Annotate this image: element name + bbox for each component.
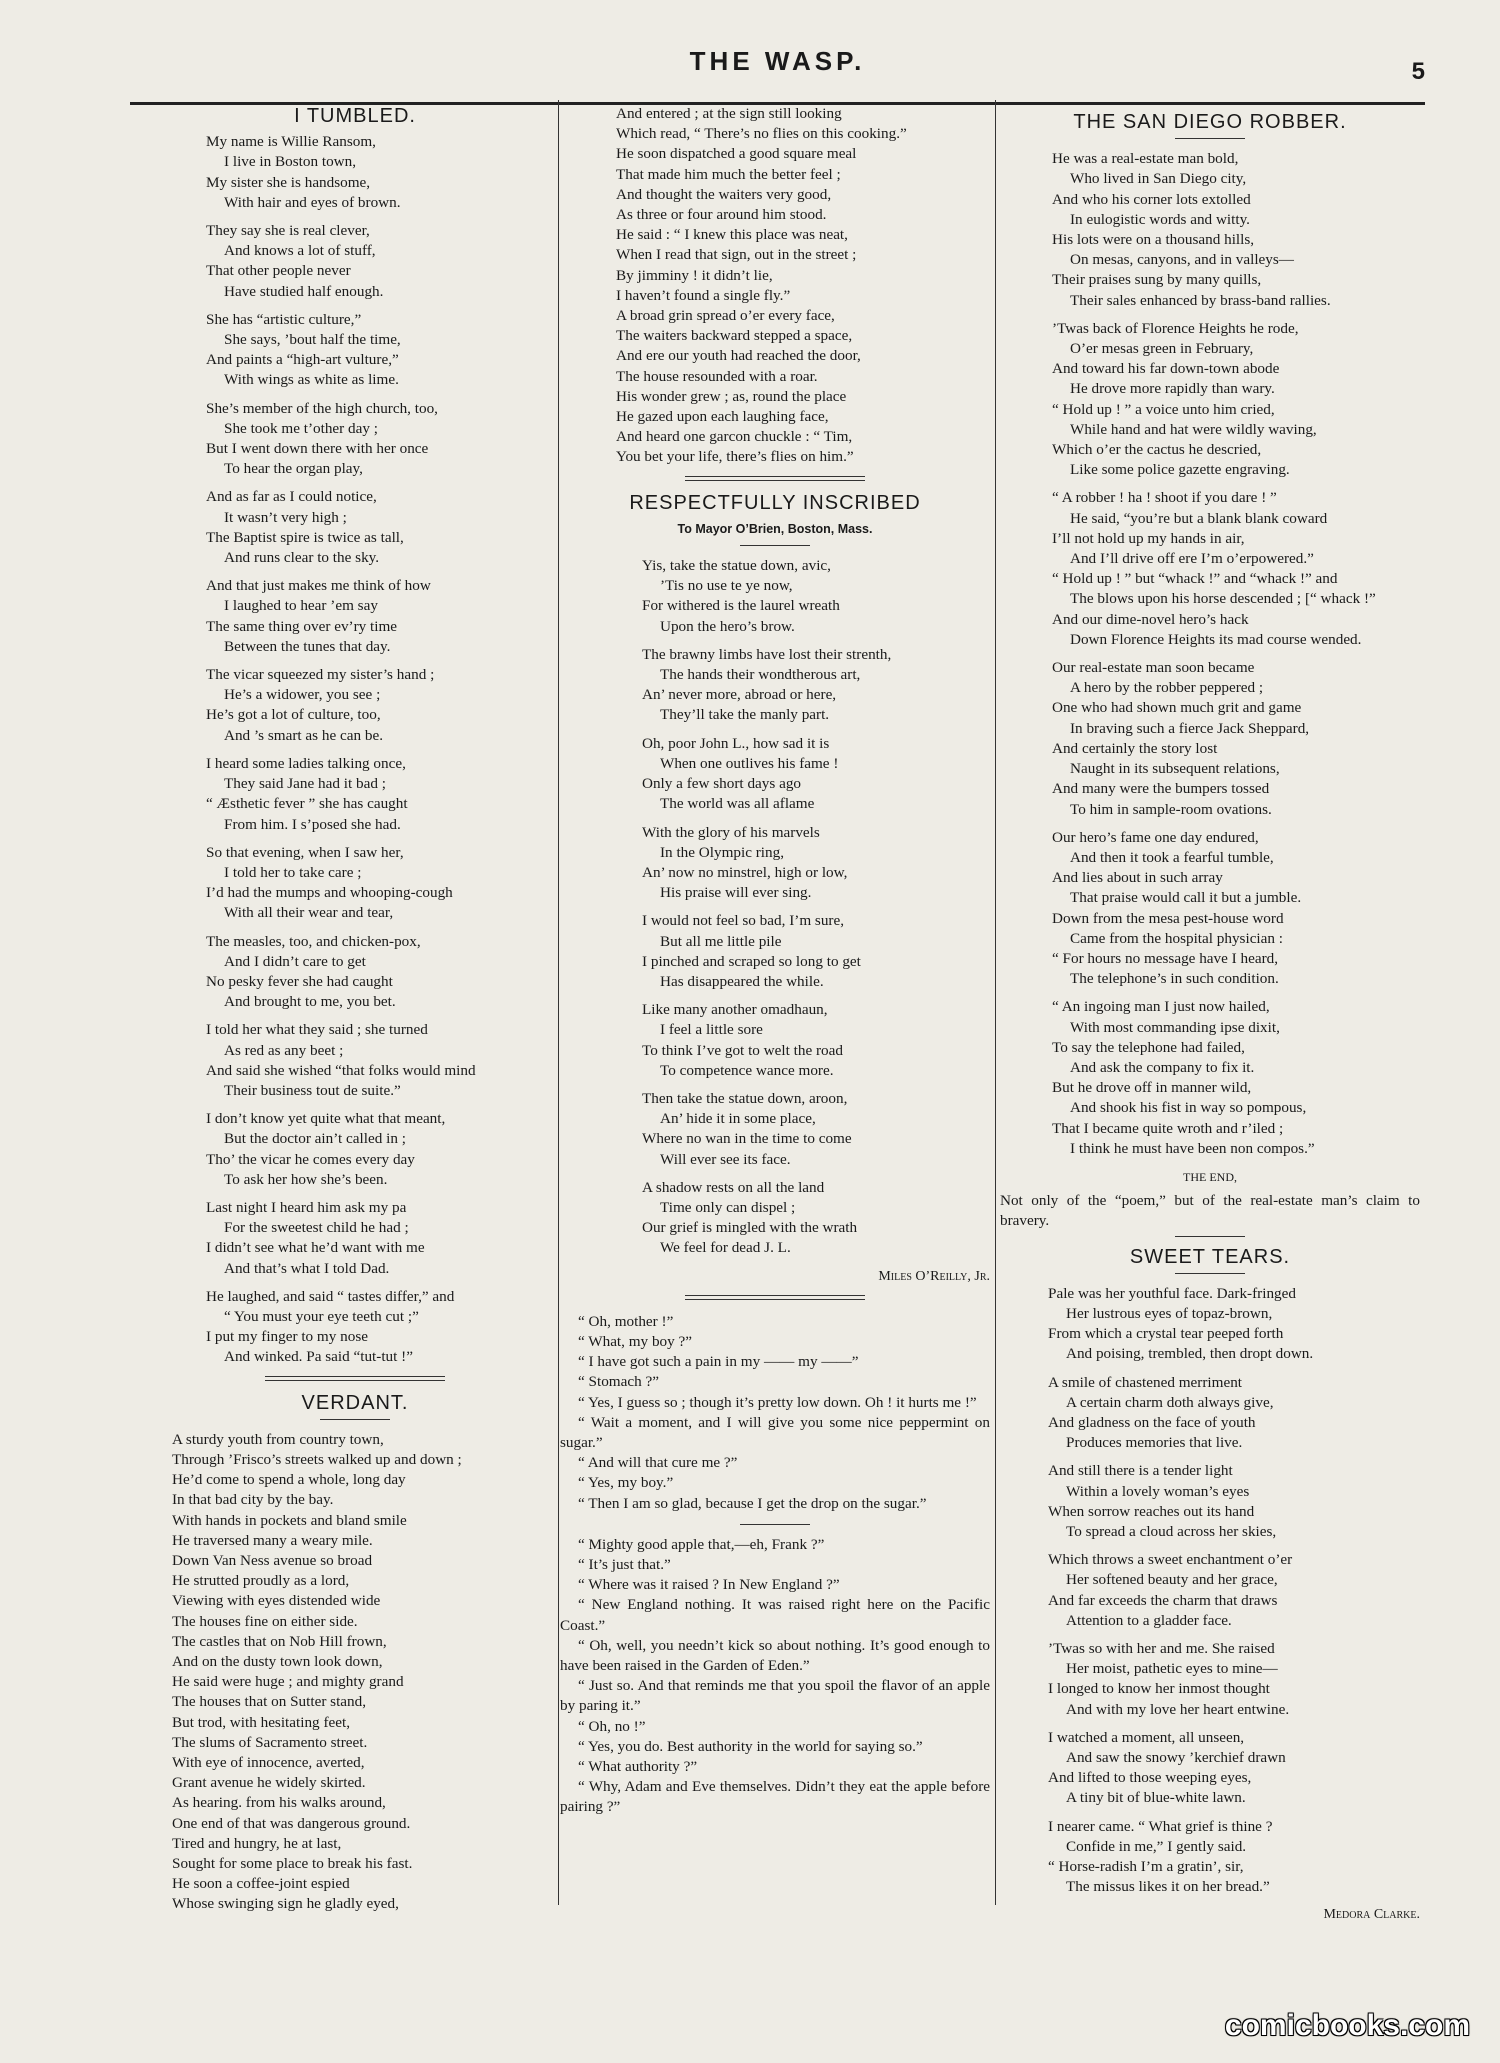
stanza <box>206 487 560 568</box>
verse-line: ’Tis no use te ye now, <box>660 577 793 595</box>
verse-line: She took me t’other day ; <box>224 419 378 437</box>
verse-line: Down Van Ness avenue so broad <box>172 1552 373 1569</box>
verse-line: I’d had the mumps and whooping-cough <box>206 884 453 902</box>
verse-line: Attention to a gladder face. <box>1066 1611 1232 1629</box>
column-divider-2 <box>995 100 996 1905</box>
verse-line: “ An ingoing man I just now hailed, <box>1052 998 1270 1016</box>
dialogue-apple <box>560 1535 990 1818</box>
dialogue-line: “ Oh, well, you needn’t kick so about nothing. It’s good enough to have been raised in the Garden of Eden.” <box>560 1636 990 1675</box>
verse-line: That made him much the better feel ; <box>616 165 841 183</box>
masthead <box>130 42 1425 102</box>
stanza <box>1048 1639 1420 1720</box>
stanza <box>206 1020 560 1101</box>
verse-line: Last night I heard him ask my pa <box>206 1198 407 1216</box>
page-number: 5 <box>1411 58 1425 85</box>
stanza <box>1052 828 1420 990</box>
poem-end-mark: THE END, <box>1183 1169 1237 1184</box>
verse-line: To say the telephone had failed, <box>1052 1038 1245 1056</box>
verse-line: In braving such a fierce Jack Sheppard, <box>1070 719 1310 737</box>
verse-line: And I didn’t care to get <box>224 952 366 970</box>
verse-line: Which throws a sweet enchantment o’er <box>1048 1551 1293 1569</box>
verse-line: I told her what they said ; she turned <box>206 1021 428 1039</box>
dialogue-line: “ Where was it raised ? In New England ?” <box>578 1576 840 1594</box>
stanza <box>206 1198 560 1279</box>
stanza <box>206 310 560 391</box>
verse-line: We feel for dead J. L. <box>660 1239 791 1257</box>
verse-line: He laughed, and said “ tastes differ,” and <box>206 1287 455 1305</box>
verse-line: From him. I s’posed she had. <box>224 815 401 833</box>
verse-line: And many were the bumpers tossed <box>1052 780 1270 798</box>
poem-signature: Miles O’Reilly, Jr. <box>878 1268 990 1284</box>
section-divider <box>740 1524 810 1525</box>
verse-line: He said were huge ; and mighty grand <box>172 1673 404 1691</box>
dialogue-line: “ Then I am so glad, because I get the drop on the sugar.” <box>578 1494 927 1512</box>
verse-line: Came from the hospital physician : <box>1070 929 1284 947</box>
verse-line: My name is Willie Ransom, <box>206 133 376 151</box>
poem-title-tears: SWEET TEARS. <box>1129 1245 1291 1268</box>
verse-line: A certain charm doth always give, <box>1066 1393 1274 1411</box>
verse-line: With eye of innocence, averted, <box>172 1754 365 1772</box>
verse-line: They’ll take the manly part. <box>660 706 830 724</box>
verse-line: And I’ll drive off ere I’m o’erpowered.” <box>1070 550 1314 568</box>
verse-line: Their business tout de suite.” <box>224 1081 401 1099</box>
verse-line: So that evening, when I saw her, <box>206 843 404 861</box>
verse-line: The missus likes it on her bread.” <box>1066 1878 1270 1896</box>
verse-line: I’ll not hold up my hands in air, <box>1052 529 1245 547</box>
stanza <box>642 1178 990 1259</box>
verse-line: Her softened beauty and her grace, <box>1066 1571 1278 1589</box>
dialogue-line: “ Yes, my boy.” <box>578 1474 674 1492</box>
verse-line: But the doctor ain’t called in ; <box>224 1130 406 1148</box>
verse-line: I nearer came. “ What grief is thine ? <box>1048 1817 1273 1835</box>
verse-line: The measles, too, and chicken-pox, <box>206 932 421 950</box>
verse-line: He’d come to spend a whole, long day <box>172 1471 406 1489</box>
verse-line: With most commanding ipse dixit, <box>1070 1018 1280 1036</box>
stanza <box>206 1287 560 1368</box>
poem-signature: Medora Clarke. <box>1323 1907 1420 1923</box>
dialogue-line: “ Mighty good apple that,—eh, Frank ?” <box>578 1535 825 1553</box>
verse-line: While hand and hat were wildly waving, <box>1070 420 1317 438</box>
verse-line: The Baptist spire is twice as tall, <box>206 528 404 546</box>
dialogue-line: “ What, my boy ?” <box>578 1332 693 1350</box>
verse-line: With hair and eyes of brown. <box>224 193 401 211</box>
verse-line: And our dime-novel hero’s hack <box>1052 610 1249 628</box>
verse-line: She has “artistic culture,” <box>206 310 362 328</box>
newspaper-title: THE WASP. <box>689 46 866 76</box>
verse-line: To ask her how she’s been. <box>224 1170 388 1188</box>
stanza <box>206 665 560 746</box>
verse-line: His wonder grew ; as, round the place <box>616 387 847 405</box>
verse-line: “ Æsthetic fever ” she has caught <box>206 795 408 813</box>
stanza <box>1048 1373 1420 1454</box>
verse-line: An’ never more, abroad or here, <box>642 686 837 704</box>
verse-line: An’ hide it in some place, <box>660 1110 816 1128</box>
verse-line: And who his corner lots extolled <box>1052 190 1251 208</box>
editorial-note: Not only of the “poem,” but of the real-estate man’s claim to bravery. <box>1000 1192 1420 1230</box>
verse-line: As red as any beet ; <box>224 1041 344 1059</box>
stanza <box>642 645 990 726</box>
stanza <box>642 1089 990 1170</box>
verse-line: Down from the mesa pest-house word <box>1052 909 1284 927</box>
verse-line: A broad grin spread o’er every face, <box>616 307 835 325</box>
stanza <box>206 754 560 835</box>
verse-line: O’er mesas green in February, <box>1070 340 1254 358</box>
verse-line: Her lustrous eyes of topaz-brown, <box>1066 1304 1273 1322</box>
verse-line: And toward his far down-town abode <box>1052 360 1280 378</box>
verse-line: I put my finger to my nose <box>206 1328 368 1346</box>
verse-line: And said she wished “that folks would mind <box>206 1061 476 1079</box>
verse-line: And runs clear to the sky. <box>224 549 380 567</box>
verse-line: I heard some ladies talking once, <box>206 754 406 772</box>
verse-line: As three or four around him stood. <box>616 206 827 224</box>
verse-line: Viewing with eyes distended wide <box>172 1592 381 1610</box>
title-underline <box>320 1419 390 1420</box>
verse-line: And brought to me, you bet. <box>224 993 396 1011</box>
verse-line: But trod, with hesitating feet, <box>172 1713 351 1731</box>
verse-line: The slums of Sacramento street. <box>172 1733 368 1751</box>
verse-line: The vicar squeezed my sister’s hand ; <box>206 666 435 684</box>
verse-line: And far exceeds the charm that draws <box>1048 1591 1278 1609</box>
verse-line: I didn’t see what he’d want with me <box>206 1239 425 1257</box>
verse-line: He soon dispatched a good square meal <box>616 145 857 163</box>
verse-line: And still there is a tender light <box>1048 1462 1233 1480</box>
section-divider <box>1175 1236 1245 1237</box>
verse-line: No pesky fever she had caught <box>206 972 393 990</box>
dialogue-line: “ Yes, you do. Best authority in the world for saying so.” <box>578 1737 923 1755</box>
verse-line: And ’s smart as he can be. <box>224 726 384 744</box>
stanza <box>1048 1550 1420 1631</box>
verse-line: Grant avenue he widely skirted. <box>172 1774 366 1792</box>
verse-line: The brawny limbs have lost their strenth, <box>642 645 892 663</box>
poem-tumbled <box>150 132 560 1367</box>
stanza <box>1052 997 1420 1159</box>
title-underline <box>740 545 810 546</box>
dialogue-line: “ I have got such a pain in my —— my ——” <box>578 1353 859 1371</box>
dialogue-line: “ Wait a moment, and I will give you some nice peppermint on sugar.” <box>560 1413 990 1451</box>
verse-line: “ You must your eye teeth cut ;” <box>224 1307 419 1325</box>
stanza <box>206 399 560 480</box>
verse-line: “ Horse-radish I’m a gratin’, sir, <box>1048 1858 1244 1876</box>
verse-line: In eulogistic words and witty. <box>1070 210 1250 228</box>
verse-line: One who had shown much grit and game <box>1052 699 1302 717</box>
verse-line: Who lived in San Diego city, <box>1070 170 1247 188</box>
verse-line: The telephone’s in such condition. <box>1070 970 1279 988</box>
dialogue-line: “ Why, Adam and Eve themselves. Didn’t they eat the apple before pairing ?” <box>560 1778 990 1816</box>
verse-line: To think I’ve got to welt the road <box>642 1041 843 1059</box>
verse-line: That praise would call it but a jumble. <box>1070 889 1302 907</box>
verse-line: She’s member of the high church, too, <box>206 399 438 417</box>
stanza <box>642 1000 990 1081</box>
verse-line: The waiters backward stepped a space, <box>616 327 853 345</box>
verse-line: And certainly the story lost <box>1052 739 1218 757</box>
verse-line: I don’t know yet quite what that meant, <box>206 1110 446 1128</box>
verse-line: He gazed upon each laughing face, <box>616 408 829 426</box>
verse-line: And with my love her heart entwine. <box>1066 1700 1290 1718</box>
verse-line: One end of that was dangerous ground. <box>172 1814 411 1832</box>
title-underline <box>1175 1273 1245 1274</box>
verse-line: It wasn’t very high ; <box>224 508 347 526</box>
verse-line: He’s a widower, you see ; <box>224 686 381 704</box>
verse-line: As hearing. from his walks around, <box>172 1794 386 1812</box>
verse-line: With hands in pockets and bland smile <box>172 1511 407 1529</box>
verse-line: Pale was her youthful face. Dark-fringed <box>1048 1284 1296 1302</box>
verse-line: Tired and hungry, he at last, <box>172 1834 342 1852</box>
verse-line: And lifted to those weeping eyes, <box>1048 1769 1252 1787</box>
verse-line: A shadow rests on all the land <box>642 1178 825 1196</box>
verse-line: Naught in its subsequent relations, <box>1070 760 1280 778</box>
verse-line: On mesas, canyons, and in valleys— <box>1070 251 1294 269</box>
column-1 <box>150 104 560 1915</box>
stanza <box>1052 488 1420 650</box>
verse-line: And heard one garcon chuckle : “ Tim, <box>616 428 853 446</box>
verse-line: Their sales enhanced by brass-band rallies. <box>1070 291 1331 309</box>
verse-line: And gladness on the face of youth <box>1048 1413 1256 1431</box>
verse-line: He traversed many a weary mile. <box>172 1531 373 1549</box>
verse-line: Whose swinging sign he gladly eyed, <box>172 1895 399 1913</box>
poem-title-tumbled: I TUMBLED. <box>294 105 416 127</box>
stanza <box>642 734 990 815</box>
verse-line: For withered is the laurel wreath <box>642 597 840 615</box>
stanza <box>206 132 560 213</box>
verse-line: And on the dusty town look down, <box>172 1653 383 1671</box>
stanza <box>206 221 560 302</box>
verse-line: Like some police gazette engraving. <box>1070 461 1290 479</box>
dialogue-line: “ Just so. And that reminds me that you spoil the flavor of an apple by paring it.” <box>560 1677 990 1715</box>
verse-line: And entered ; at the sign still looking <box>616 105 842 122</box>
verse-line: The house resounded with a roar. <box>616 367 818 385</box>
verse-line: And winked. Pa said “tut-tut !” <box>224 1348 413 1366</box>
verse-line: Has disappeared the while. <box>660 972 824 990</box>
verse-line: An’ now no minstrel, high or low, <box>642 863 848 881</box>
verse-line: Oh, poor John L., how sad it is <box>642 734 830 752</box>
verse-line: And ere our youth had reached the door, <box>616 347 861 365</box>
verse-line: The hands their wondtherous art, <box>660 666 861 684</box>
verse-line: The blows upon his horse descended ; [“ whack !” <box>1070 590 1376 608</box>
poem-verdant-continued <box>560 104 990 468</box>
verse-line: Confide in me,” I gently said. <box>1066 1837 1247 1855</box>
verse-line: I think he must have been non compos.” <box>1070 1139 1315 1157</box>
dialogue-line: “ It’s just that.” <box>578 1556 671 1573</box>
poem-verdant <box>150 1430 560 1915</box>
verse-line: “ For hours no message have I heard, <box>1052 949 1279 967</box>
dialogue-line: “ Stomach ?” <box>578 1373 659 1391</box>
verse-line: Between the tunes that day. <box>224 637 391 655</box>
stanza <box>1048 1284 1420 1365</box>
poem-title-inscribed: RESPECTFULLY INSCRIBED <box>629 491 921 514</box>
verse-line: Our hero’s fame one day endured, <box>1052 828 1259 846</box>
stanza <box>206 1109 560 1190</box>
poem-robber <box>1000 149 1420 1159</box>
stanza <box>642 823 990 904</box>
verse-line: The castles that on Nob Hill frown, <box>172 1632 387 1650</box>
verse-line: Time only can dispel ; <box>660 1198 796 1216</box>
verse-line: Which o’er the cactus he descried, <box>1052 441 1262 459</box>
column-2 <box>560 104 990 1818</box>
verse-line: I live in Boston town, <box>224 153 357 171</box>
verse-line: To hear the organ play, <box>224 460 363 478</box>
verse-line: Sought for some place to break his fast. <box>172 1855 413 1873</box>
verse-line: Our real-estate man soon became <box>1052 659 1255 677</box>
poem-title-verdant: VERDANT. <box>301 1391 409 1414</box>
verse-line: A hero by the robber peppered ; <box>1070 679 1264 697</box>
verse-line: The houses that on Sutter stand, <box>172 1693 367 1711</box>
verse-line: And then it took a fearful tumble, <box>1070 848 1274 866</box>
verse-line: I laughed to hear ’em say <box>224 597 378 615</box>
verse-line: I haven’t found a single fly.” <box>616 286 791 304</box>
verse-line: To spread a cloud across her skies, <box>1066 1523 1277 1540</box>
verse-line: A tiny bit of blue-white lawn. <box>1066 1789 1246 1807</box>
verse-line: Have studied half enough. <box>224 282 384 300</box>
verse-line: You bet your life, there’s flies on him.” <box>616 448 854 466</box>
verse-line: Through ’Frisco’s streets walked up and down ; <box>172 1450 462 1468</box>
verse-line: I watched a moment, all unseen, <box>1048 1728 1245 1746</box>
verse-line: And that just makes me think of how <box>206 577 431 595</box>
verse-line: He soon a coffee-joint espied <box>172 1875 350 1893</box>
stanza <box>642 911 990 992</box>
verse-line: He said, “you’re but a blank blank coward <box>1070 509 1328 527</box>
stanza <box>206 576 560 657</box>
verse-line: I told her to take care ; <box>224 863 362 881</box>
verse-line: He strutted proudly as a lord, <box>172 1572 350 1590</box>
verse-line: He said : “ I knew this place was neat, <box>616 226 848 244</box>
verse-line: And poising, trembled, then dropt down. <box>1066 1345 1314 1363</box>
verse-line: When one outlives his fame ! <box>660 754 839 772</box>
verse-line: And as far as I could notice, <box>206 488 377 506</box>
verse-line: With the glory of his marvels <box>642 823 820 841</box>
verse-line: Only a few short days ago <box>642 775 802 793</box>
verse-line: When sorrow reaches out its hand <box>1048 1502 1255 1520</box>
verse-line: Our grief is mingled with the wrath <box>642 1219 858 1237</box>
dialogue-line: “ And will that cure me ?” <box>578 1454 738 1472</box>
verse-line: In that bad city by the bay. <box>172 1491 334 1509</box>
verse-line: That I became quite wroth and r’iled ; <box>1052 1119 1284 1137</box>
verse-line: And saw the snowy ’kerchief drawn <box>1066 1749 1286 1767</box>
verse-line: ’Twas so with her and me. She raised <box>1048 1640 1275 1658</box>
verse-line: Tho’ the vicar he comes every day <box>206 1150 415 1168</box>
stanza <box>1052 658 1420 820</box>
verse-line: His praise will ever sing. <box>660 884 812 902</box>
stanza <box>206 843 560 924</box>
verse-line: For the sweetest child he had ; <box>224 1219 409 1237</box>
verse-line: He was a real-estate man bold, <box>1052 150 1239 168</box>
verse-line: “ Hold up ! ” but “whack !” and “whack !” and <box>1052 570 1338 588</box>
verse-line: Then take the statue down, aroon, <box>642 1089 848 1107</box>
poem-tears <box>1000 1284 1420 1898</box>
verse-line: The same thing over ev’ry time <box>206 617 398 635</box>
stanza <box>1052 149 1420 311</box>
verse-line: I longed to know her inmost thought <box>1048 1680 1270 1698</box>
verse-line: A sturdy youth from country town, <box>172 1430 384 1448</box>
verse-line: “ Hold up ! ” a voice unto him cried, <box>1052 400 1275 418</box>
verse-line: But all me little pile <box>660 932 782 950</box>
stanza <box>642 556 990 637</box>
verse-line: But he drove off in manner wild, <box>1052 1079 1252 1097</box>
verse-line: Their praises sung by many quills, <box>1052 271 1262 289</box>
poem-title-robber: THE SAN DIEGO ROBBER. <box>1073 111 1347 133</box>
verse-line: They said Jane had it bad ; <box>224 775 386 793</box>
verse-line: By jimminy ! it didn’t lie, <box>616 266 773 284</box>
verse-line: I would not feel so bad, I’m sure, <box>642 912 845 930</box>
verse-line: Will ever see its face. <box>660 1150 791 1168</box>
verse-line: And paints a “high-art vulture,” <box>206 351 399 369</box>
verse-line: But I went down there with her once <box>206 440 429 458</box>
stanza <box>1048 1817 1420 1898</box>
verse-line: Like many another omadhaun, <box>642 1001 828 1019</box>
dialogue-line: “ What authority ?” <box>578 1758 698 1776</box>
column-3 <box>1000 104 1420 1930</box>
verse-line: From which a crystal tear peeped forth <box>1048 1325 1284 1343</box>
verse-line: My sister she is handsome, <box>206 173 371 191</box>
verse-line: “ A robber ! ha ! shoot if you dare ! ” <box>1052 489 1277 507</box>
section-divider <box>685 1295 865 1300</box>
stanza <box>1052 319 1420 481</box>
verse-line: That other people never <box>206 262 351 280</box>
verse-line: His lots were on a thousand hills, <box>1052 231 1255 249</box>
verse-line: The world was all aflame <box>660 795 815 813</box>
verse-line: He drove more rapidly than wary. <box>1070 380 1275 398</box>
verse-line: I pinched and scraped so long to get <box>642 952 861 970</box>
dialogue-mother <box>560 1312 990 1514</box>
poem-inscribed <box>560 556 990 1259</box>
section-divider <box>685 476 865 481</box>
verse-line: The houses fine on either side. <box>172 1612 358 1630</box>
stanza <box>1048 1728 1420 1809</box>
verse-line: And knows a lot of stuff, <box>224 242 376 260</box>
dialogue-line: “ New England nothing. It was raised right here on the Pacific Coast.” <box>560 1596 990 1634</box>
verse-line: ’Twas back of Florence Heights he rode, <box>1052 319 1299 337</box>
stanza <box>206 932 560 1013</box>
verse-line: Upon the hero’s brow. <box>660 617 795 635</box>
verse-line: And shook his fist in way so pompous, <box>1070 1099 1307 1117</box>
verse-line: To competence wance more. <box>660 1061 834 1079</box>
verse-line: Produces memories that live. <box>1066 1434 1243 1452</box>
verse-line: When I read that sign, out in the street ; <box>616 246 857 264</box>
watermark: comicbooks.com <box>1224 2009 1470 2042</box>
verse-line: He’s got a lot of culture, too, <box>206 706 381 724</box>
verse-line: And thought the waiters very good, <box>616 185 832 203</box>
poem-dedication: To Mayor O’Brien, Boston, Mass. <box>677 521 873 536</box>
verse-line: A smile of chastened merriment <box>1048 1373 1243 1391</box>
verse-line: Down Florence Heights its mad course wended. <box>1070 630 1362 648</box>
verse-line: And ask the company to fix it. <box>1070 1058 1255 1076</box>
dialogue-line: “ Oh, mother !” <box>578 1312 674 1330</box>
verse-line: Yis, take the statue down, avic, <box>642 557 831 575</box>
verse-line: Which read, “ There’s no flies on this cooking.” <box>616 125 907 143</box>
verse-line: To him in sample-room ovations. <box>1070 800 1272 818</box>
section-divider <box>265 1376 445 1381</box>
dialogue-line: “ Oh, no !” <box>578 1717 646 1735</box>
verse-line: Where no wan in the time to come <box>642 1130 852 1148</box>
verse-line: Her moist, pathetic eyes to mine— <box>1066 1660 1278 1678</box>
verse-line: And that’s what I told Dad. <box>224 1259 390 1277</box>
verse-line: They say she is real clever, <box>206 222 370 240</box>
verse-line: Within a lovely woman’s eyes <box>1066 1482 1250 1500</box>
verse-line: And lies about in such array <box>1052 869 1223 887</box>
stanza <box>1048 1461 1420 1542</box>
verse-line: With wings as white as lime. <box>224 371 399 389</box>
verse-line: With all their wear and tear, <box>224 904 394 922</box>
title-underline <box>1175 138 1245 139</box>
verse-line: In the Olympic ring, <box>660 843 785 861</box>
dialogue-line: “ Yes, I guess so ; though it’s pretty low down. Oh ! it hurts me !” <box>578 1393 977 1411</box>
verse-line: I feel a little sore <box>660 1021 763 1039</box>
verse-line: She says, ’bout half the time, <box>224 331 401 349</box>
